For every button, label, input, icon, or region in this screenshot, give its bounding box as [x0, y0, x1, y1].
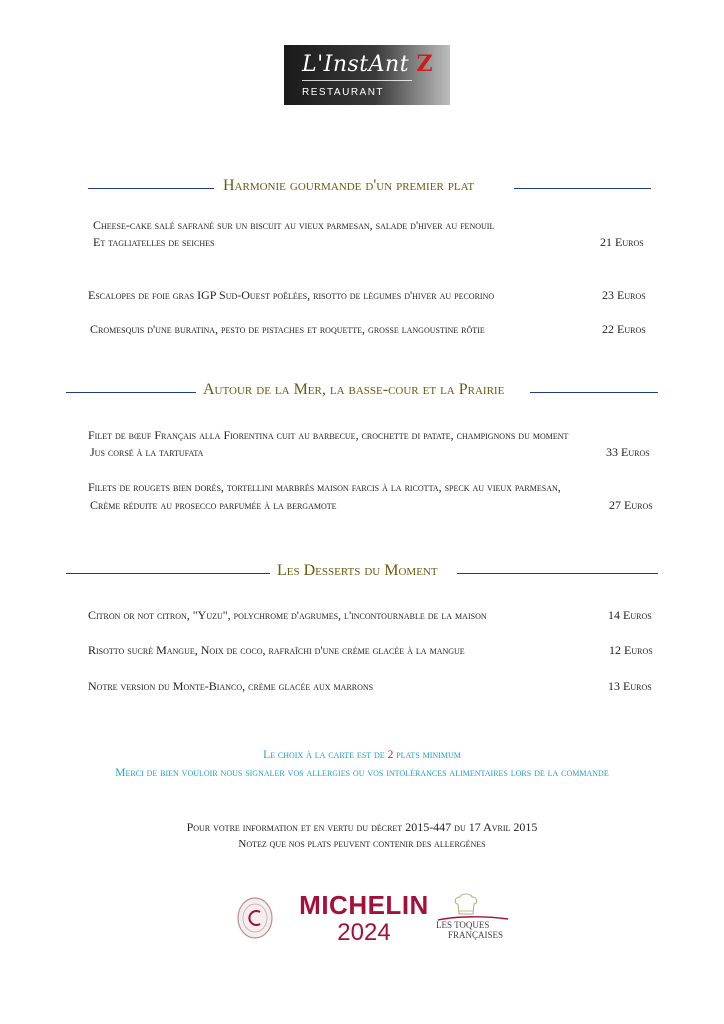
- restaurant-logo: [284, 45, 450, 105]
- toques-line2: FRANÇAISES: [448, 930, 504, 940]
- legal-notice: Pour votre information et en vertu du décret 2015-447 du 17 Avril 2015: [186, 820, 538, 834]
- logo-subtitle: RESTAURANT: [302, 87, 385, 98]
- section-title: Les Desserts du Moment: [277, 562, 438, 579]
- section-starters: [0, 177, 724, 201]
- menu-item-description: Risotto sucré Mangue, Noix de coco, rafraîchi d'une crème glacée à la mangue: [88, 643, 465, 657]
- allergy-note: Merci de bien vouloir nous signaler vos allergies ou vos intolérances alimentaires lors de la commande: [115, 767, 609, 779]
- michelin-badge: [294, 890, 434, 946]
- menu-item-price: 14 Euros: [608, 608, 652, 622]
- michelin-label: MICHELIN: [299, 890, 429, 920]
- menu-item-price: 33 Euros: [606, 445, 650, 459]
- logo-swash: [302, 80, 412, 81]
- toques-francaises-badge: [432, 892, 514, 950]
- michelin-year: 2024: [337, 919, 391, 946]
- menu-item-description: Escalopes de foie gras IGP Sud-Ouest poêlées, risotto de légumes d'hiver au pecorino: [88, 288, 495, 302]
- menu-item-description: Filets de rougets bien dorés, tortellini marbrés maison farcis à la ricotta, speck au vieux parmesan,: [88, 480, 561, 494]
- menu-item-price: 12 Euros: [609, 643, 653, 657]
- logo-name: L'InstAnt Z: [302, 51, 434, 77]
- menu-item-price: 13 Euros: [608, 679, 652, 693]
- rule-right: [457, 573, 658, 574]
- rule-left: [88, 188, 214, 189]
- rule-left: [66, 392, 196, 393]
- menu-item-description: Citron or not citron, "Yuzu", polychrome d'agrumes, l'incontournable de la maison: [88, 608, 487, 622]
- menu-item-description: Jus corsé à la tartufata: [90, 445, 204, 459]
- section-title: Harmonie gourmande d'un premier plat: [223, 177, 475, 194]
- allergen-notice: Notez que nos plats peuvent contenir des allergènes: [238, 838, 486, 850]
- choice-note: Le choix à la carte est de 2 plats minimum: [263, 749, 461, 761]
- menu-item-description: Filet de bœuf Français alla Fiorentina cuit au barbecue, crochette di patate, champignons du moment: [88, 428, 569, 442]
- menu-item-price: 27 Euros: [609, 498, 653, 512]
- menu-item-description: Crème réduite au prosecco parfumée à la bergamote: [90, 498, 337, 512]
- menu-item-description: Cromesquis d'une buratina, pesto de pistaches et roquette, grosse langoustine rôtie: [90, 322, 485, 336]
- seal-icon: [236, 896, 274, 940]
- section-desserts: [0, 562, 724, 586]
- section-title: Autour de la Mer, la basse-cour et la Prairie: [203, 381, 505, 398]
- menu-item-price: 22 Euros: [602, 322, 646, 336]
- menu-item-description: Notre version du Monte-Bianco, crème glacée aux marrons: [88, 679, 374, 693]
- rule-left: [66, 573, 270, 574]
- rule-right: [530, 392, 658, 393]
- toques-line1: LES TOQUES: [436, 920, 490, 930]
- rule-right: [514, 188, 651, 189]
- menu-item-price: 23 Euros: [602, 288, 646, 302]
- section-mains: [0, 381, 724, 405]
- menu-item-description: Et tagliatelles de seiches: [93, 235, 215, 249]
- menu-item-description: Cheese-cake salé safrané sur un biscuit au vieux parmesan, salade d'hiver au fenouil: [93, 218, 495, 232]
- menu-item-price: 21 Euros: [600, 235, 644, 249]
